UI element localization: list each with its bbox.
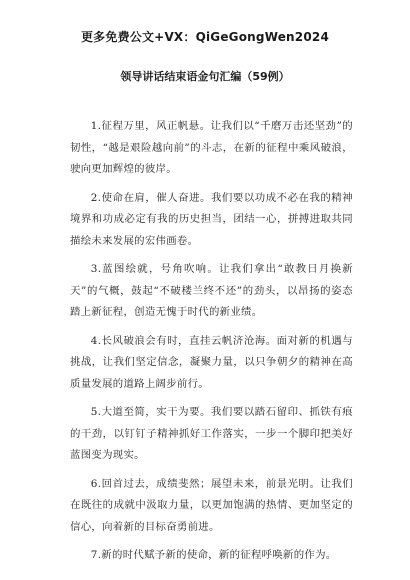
paragraph-2: 2.使命在肩，催人奋进。我们要以功成不必在我的精神境界和功成必定有我的历史担当，团结一心，拼搏进取共同描绘未来发展的宏伟画卷。 [70, 191, 353, 247]
paragraph-4: 4.长风破浪会有时，直挂云帆济沧海。面对新的机遇与挑战，让我们坚定信念，凝聚力量，以只争朝夕的精神在高质量发展的道路上阔步前行。 [70, 334, 353, 390]
paragraph-5: 5.大道至简，实干为要。我们要以踏石留印、抓铁有痕的干劲，以钉钉子精神抓好工作落实，一步一个脚印把美好蓝图变为现实。 [70, 406, 353, 461]
paragraph-1: 1.征程万里，风正帆悬。让我们以“千磨万击还坚劲”的韧性，“越是艰险越向前”的斗志，在新的征程中乘风破浪，驶向更加辉煌的彼岸。 [70, 120, 353, 175]
paragraph-6: 6.回首过去，成绩斐然；展望未来，前景光明。让我们在既往的成就中汲取力量，以更加饱满的热情、更加坚定的信心，向着新的目标奋勇前进。 [70, 477, 353, 533]
promo-header: 更多免费公文+VX：QiGeGongWen2024 [80, 30, 329, 44]
paragraph-7: 7.新的时代赋予新的使命，新的征程呼唤新的作为。 [90, 549, 337, 561]
paragraph-3: 3.蓝图绘就，号角吹响。让我们拿出“敢教日月换新天”的气概，鼓起“不破楼兰终不还”的劲头，以昂扬的姿态踏上新征程，创造无愧于时代的新业绩。 [70, 263, 353, 318]
document-body [70, 116, 353, 574]
document-title: 领导讲话结束语金句汇编（59例） [120, 70, 290, 83]
